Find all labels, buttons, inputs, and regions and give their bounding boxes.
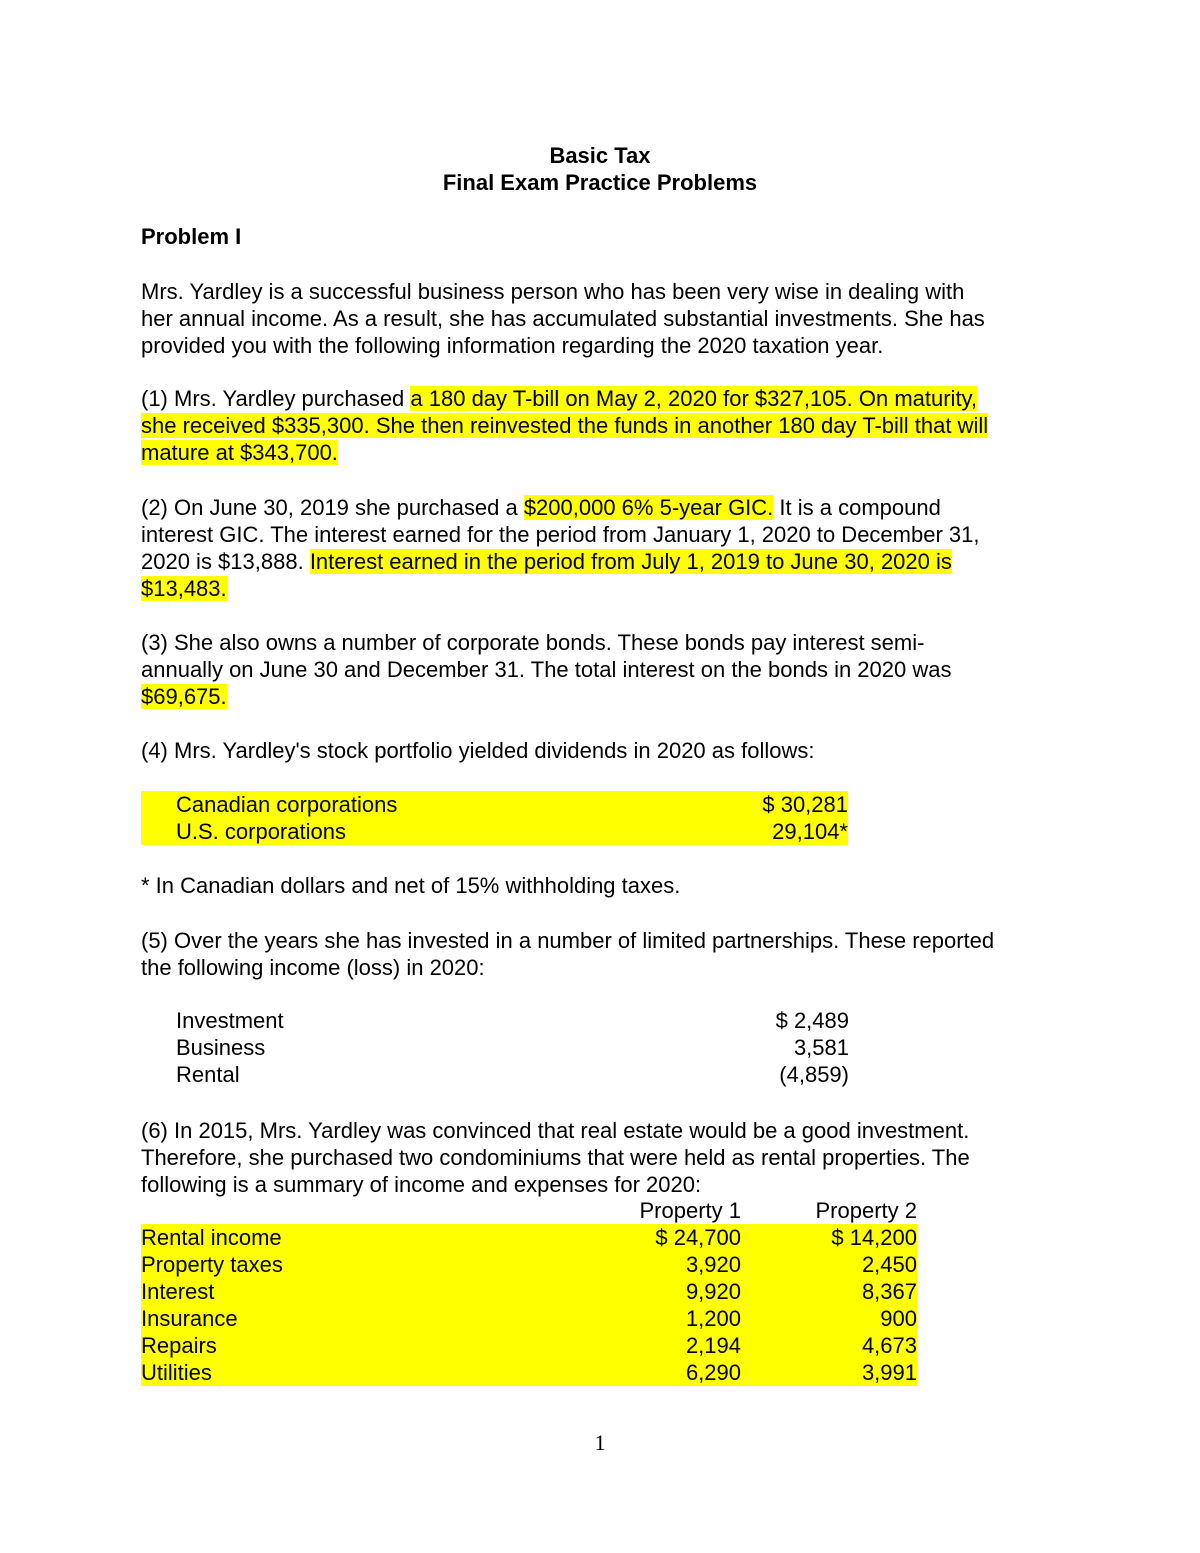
property-row-label: Utilities: [141, 1360, 212, 1385]
property-table-row: [141, 1359, 917, 1386]
item-6-line: following is a summary of income and expenses for 2020:: [141, 1172, 702, 1197]
item-2-lead: (2) On June 30, 2019 she purchased a: [141, 495, 524, 520]
item-3-paragraph: [141, 629, 1071, 710]
property-2-value: 2,450: [861, 1252, 917, 1277]
property-1-value: $ 24,700: [655, 1225, 741, 1250]
property-table-row: [141, 1224, 917, 1251]
item-6-paragraph: [141, 1117, 1071, 1198]
dividend-value: $ 30,281: [762, 792, 848, 817]
item-2-highlight: $13,483.: [141, 576, 227, 601]
item-4-intro: (4) Mrs. Yardley's stock portfolio yielded dividends in 2020 as follows:: [141, 738, 815, 763]
intro-line: provided you with the following information regarding the 2020 taxation year.: [141, 333, 884, 358]
property-table-row: [141, 1305, 917, 1332]
partnership-value: $ 2,489: [775, 1008, 849, 1033]
item-1-highlight: mature at $343,700.: [141, 440, 338, 465]
property-row-label: Interest: [141, 1279, 215, 1304]
partnership-value: 3,581: [793, 1035, 849, 1060]
property-row-label: Repairs: [141, 1333, 217, 1358]
property-2-value: 900: [880, 1306, 917, 1331]
problem-heading: Problem I: [141, 224, 242, 249]
property-1-value: 3,920: [685, 1252, 741, 1277]
column-header-property-2: Property 2: [815, 1198, 917, 1223]
item-3-line: (3) She also owns a number of corporate bonds. These bonds pay interest semi-: [141, 630, 925, 655]
property-table-row: [141, 1332, 917, 1359]
partnership-value: (4,859): [779, 1062, 849, 1087]
item-2-highlight: Interest earned in the period from July 1, 2019 to June 30, 2020 is: [309, 549, 952, 574]
page-number: 1: [594, 1430, 606, 1455]
property-1-value: 2,194: [685, 1333, 741, 1358]
document-title: Basic Tax: [549, 143, 651, 168]
item-1-highlight: she received $335,300. She then reinvested the funds in another 180 day T-bill that will: [141, 413, 989, 438]
property-2-value: 4,673: [861, 1333, 917, 1358]
document-subtitle: Final Exam Practice Problems: [442, 170, 758, 195]
intro-paragraph: [141, 278, 1071, 359]
item-5-line: (5) Over the years she has invested in a number of limited partnerships. These reported: [141, 928, 995, 953]
item-2-gic-highlight: $200,000 6% 5-year GIC.: [523, 495, 774, 520]
item-2-text: 2020 is $13,888.: [141, 549, 310, 574]
dividend-label: U.S. corporations: [176, 819, 346, 844]
property-1-value: 1,200: [685, 1306, 741, 1331]
property-2-value: 3,991: [861, 1360, 917, 1385]
item-5-paragraph: [141, 927, 1071, 981]
dividend-row: [141, 791, 848, 818]
item-6-line: Therefore, she purchased two condominiums that were held as rental properties. The: [141, 1145, 970, 1170]
dividend-label: Canadian corporations: [176, 792, 398, 817]
property-row-label: Insurance: [141, 1306, 238, 1331]
item-1-paragraph: [141, 385, 1071, 466]
partnership-label: Business: [176, 1035, 266, 1060]
property-1-value: 6,290: [685, 1360, 741, 1385]
item-2-line: interest GIC. The interest earned for the period from January 1, 2020 to December 31,: [141, 522, 980, 547]
property-2-value: $ 14,200: [831, 1225, 917, 1250]
partnership-row: [141, 1007, 849, 1034]
intro-line: Mrs. Yardley is a successful business person who has been very wise in dealing with: [141, 279, 965, 304]
item-5-line: the following income (loss) in 2020:: [141, 955, 485, 980]
dividend-value: 29,104*: [772, 819, 848, 844]
intro-line: her annual income. As a result, she has accumulated substantial investments. She has: [141, 306, 985, 331]
property-row-label: Rental income: [141, 1225, 282, 1250]
property-table-header: [141, 1197, 917, 1224]
partnership-label: Rental: [176, 1062, 240, 1087]
item-3-highlight: $69,675.: [141, 684, 227, 709]
property-1-value: 9,920: [685, 1279, 741, 1304]
partnership-label: Investment: [176, 1008, 284, 1033]
item-2-text: It is a compound: [773, 495, 941, 520]
property-2-value: 8,367: [861, 1279, 917, 1304]
item-6-line: (6) In 2015, Mrs. Yardley was convinced that real estate would be a good investment.: [141, 1118, 970, 1143]
column-header-property-1: Property 1: [639, 1198, 741, 1223]
property-row-label: Property taxes: [141, 1252, 283, 1277]
dividend-footnote: * In Canadian dollars and net of 15% withholding taxes.: [141, 873, 681, 898]
property-table-row: [141, 1251, 917, 1278]
item-3-line: annually on June 30 and December 31. The total interest on the bonds in 2020 was: [141, 657, 952, 682]
item-2-paragraph: [141, 494, 1071, 602]
item-1-lead: (1) Mrs. Yardley purchased: [141, 386, 411, 411]
item-1-highlight: a 180 day T-bill on May 2, 2020 for $327,105. On maturity,: [410, 386, 978, 411]
dividend-row: [141, 818, 848, 845]
partnership-row: [141, 1061, 849, 1088]
partnership-row: [141, 1034, 849, 1061]
property-table-row: [141, 1278, 917, 1305]
